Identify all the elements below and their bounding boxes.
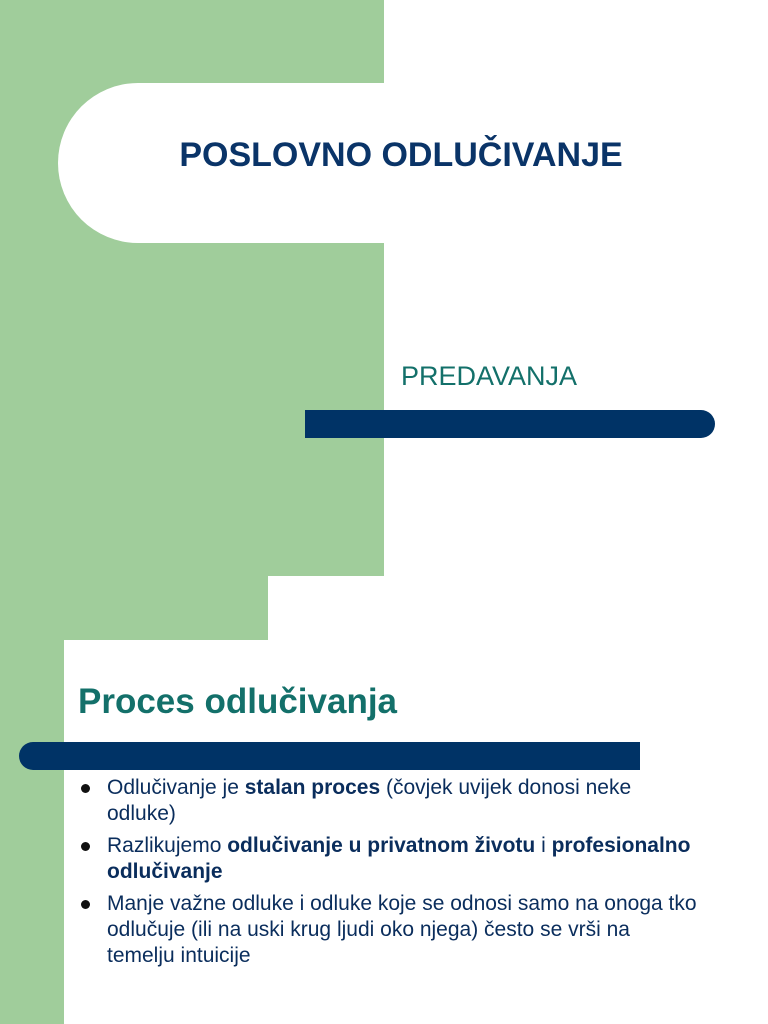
- bullet-text: Odlučivanje je: [107, 776, 245, 799]
- section-heading: Proces odlučivanja: [78, 682, 398, 721]
- bullet-bold-text: odlučivanje u privatnom životu: [227, 834, 536, 857]
- bullet-text: Razlikujemo: [107, 834, 228, 857]
- bullet-dot-icon: [81, 842, 90, 851]
- bullet-list: [78, 775, 698, 975]
- bullet-text: (čovjek uvijek donosi neke odluke): [107, 776, 632, 825]
- green-panel-left-strip: [0, 640, 64, 1024]
- accent-bar-bottom: [19, 742, 640, 770]
- slide-subtitle: PREDAVANJA: [401, 361, 578, 391]
- bullet-item: [78, 775, 698, 827]
- bullet-item: [78, 891, 698, 969]
- slide-title: POSLOVNO ODLUČIVANJE: [179, 136, 623, 174]
- bullet-text: i: [535, 834, 552, 857]
- bullet-bold-text: profesionalno odlučivanje: [107, 834, 691, 883]
- bullet-dot-icon: [81, 784, 90, 793]
- bullet-bold-text: stalan proces: [244, 776, 381, 799]
- bullet-text: Manje važne odluke i odluke koje se odnosi samo na onoga tko odlučuje (ili na uski krug ljudi oko njega) često se vrši na temelju intuicije: [107, 892, 697, 967]
- accent-bar-top: [305, 410, 715, 438]
- green-panel-step: [0, 576, 268, 640]
- bullet-item: [78, 833, 698, 885]
- bullet-dot-icon: [81, 900, 90, 909]
